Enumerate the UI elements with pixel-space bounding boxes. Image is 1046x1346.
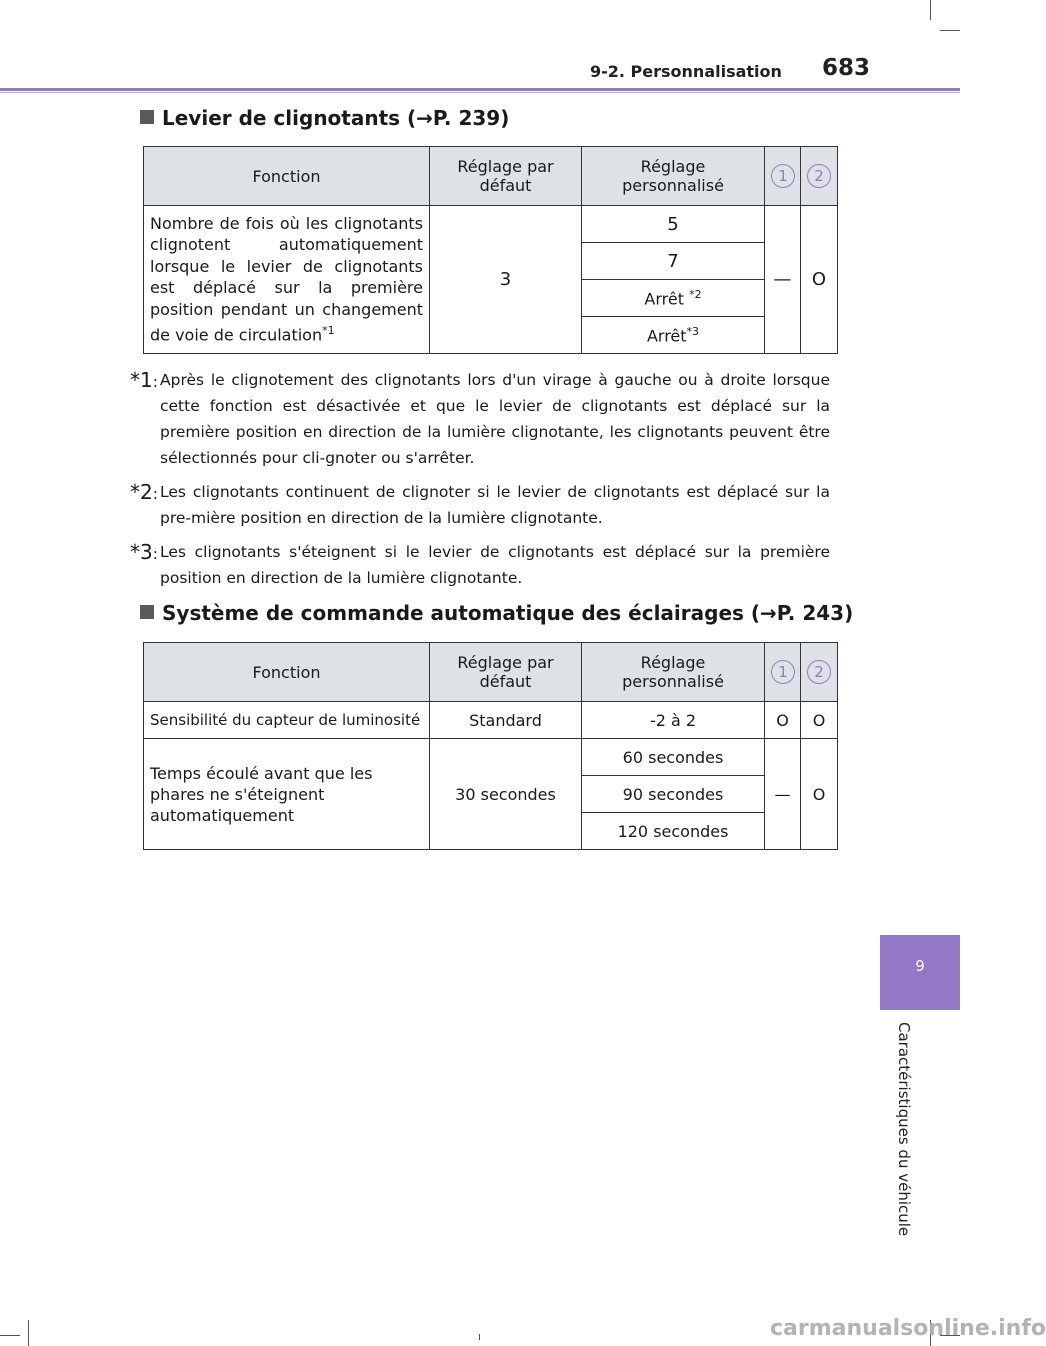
auto-light-table bbox=[143, 642, 838, 850]
section-title-auto-lights bbox=[140, 601, 853, 625]
default-cell: Standard bbox=[430, 702, 582, 739]
option-cell bbox=[582, 317, 765, 354]
section-title-text: Système de commande automatique des éclairages (→P. 243) bbox=[162, 601, 854, 625]
crop-mark bbox=[28, 1320, 29, 1346]
default-cell: 30 secondes bbox=[430, 739, 582, 850]
crop-mark bbox=[930, 0, 931, 20]
header-default: Réglage par défaut bbox=[430, 147, 582, 206]
footnote-2 bbox=[130, 479, 830, 531]
col2-cell: O bbox=[801, 702, 838, 739]
footnote-ref: *3 bbox=[686, 324, 700, 338]
option-label: Arrêt bbox=[644, 289, 684, 309]
table-header-row bbox=[144, 643, 838, 702]
page-number: 683 bbox=[822, 55, 871, 81]
table-row bbox=[144, 702, 838, 739]
header-function: Fonction bbox=[144, 643, 430, 702]
custom-cell: -2 à 2 bbox=[582, 702, 765, 739]
chapter-label: Caractéristiques du véhicule bbox=[895, 1022, 913, 1237]
header-col2 bbox=[801, 643, 838, 702]
header-default: Réglage par défaut bbox=[430, 643, 582, 702]
option-cell: 60 secondes bbox=[582, 739, 765, 776]
header-function: Fonction bbox=[144, 147, 430, 206]
chapter-number: 9 bbox=[915, 957, 925, 975]
section-title-turn-signal bbox=[140, 106, 509, 130]
option-cell: 120 secondes bbox=[582, 813, 765, 850]
table-row bbox=[144, 739, 838, 776]
col1-cell: — bbox=[765, 739, 801, 850]
footnote-mark: *1: bbox=[130, 368, 158, 392]
chapter-tab bbox=[880, 935, 960, 1010]
col2-cell: O bbox=[801, 739, 838, 850]
header-rule bbox=[0, 88, 960, 91]
turn-signal-table bbox=[143, 146, 838, 354]
square-bullet-icon bbox=[140, 605, 154, 619]
option-label: 7 bbox=[667, 250, 679, 272]
header-col1 bbox=[765, 147, 801, 206]
watermark: carmanualsonline.info bbox=[770, 1316, 1046, 1341]
crop-mark bbox=[0, 1335, 20, 1336]
function-cell: Temps écoulé avant que les phares ne s'éteignent automatiquement bbox=[144, 739, 430, 850]
circled-1-icon: 1 bbox=[771, 164, 795, 188]
option-cell: 90 secondes bbox=[582, 776, 765, 813]
function-cell bbox=[144, 206, 430, 354]
col2-cell: O bbox=[801, 206, 838, 354]
footnote-ref: *2 bbox=[689, 287, 702, 301]
option-cell bbox=[582, 206, 765, 243]
option-cell bbox=[582, 243, 765, 280]
header-col2 bbox=[801, 147, 838, 206]
header-rule-thin bbox=[0, 92, 960, 93]
footnote-1 bbox=[130, 367, 830, 471]
col1-cell: O bbox=[765, 702, 801, 739]
function-text: Nombre de fois où les clignotants clignotent automatiquement lorsque le levier de clignotants est déplacé sur la première position pendant un changement de voie de circulation bbox=[150, 213, 423, 345]
square-bullet-icon bbox=[140, 110, 154, 124]
table-header-row bbox=[144, 147, 838, 206]
section-title-text: Levier de clignotants (→P. 239) bbox=[162, 106, 510, 130]
footnote-mark: *3: bbox=[130, 540, 158, 564]
footnote-text: Les clignotants s'éteignent si le levier de clignotants est déplacé sur la première position en direction de la lumière clignotante. bbox=[160, 543, 830, 587]
header-custom: Réglage personnalisé bbox=[582, 643, 765, 702]
option-label: 5 bbox=[667, 213, 679, 235]
footnote-mark: *2: bbox=[130, 480, 158, 504]
option-cell bbox=[582, 280, 765, 317]
header-section-title: 9-2. Personnalisation bbox=[590, 62, 782, 81]
crop-mark bbox=[479, 1334, 480, 1340]
footnote-ref: *1 bbox=[322, 324, 335, 338]
default-cell: 3 bbox=[430, 206, 582, 354]
circled-1-icon: 1 bbox=[771, 660, 795, 684]
col1-cell: — bbox=[765, 206, 801, 354]
crop-mark bbox=[940, 30, 960, 31]
footnote-text: Après le clignotement des clignotants lors d'un virage à gauche ou à droite lorsque cette fonction est désactivée et que le levier de clignotants est déplacé sur la première position en direction de la lumière clignotante, les clignotants peuvent être sélectionnés pour cli-gnoter ou s'arrêter. bbox=[160, 371, 830, 467]
circled-2-icon: 2 bbox=[807, 660, 831, 684]
header-col1 bbox=[765, 643, 801, 702]
table-row bbox=[144, 206, 838, 243]
circled-2-icon: 2 bbox=[807, 164, 831, 188]
function-cell: Sensibilité du capteur de luminosité bbox=[144, 702, 430, 739]
header-custom: Réglage personnalisé bbox=[582, 147, 765, 206]
option-label: Arrêt bbox=[646, 326, 687, 346]
footnote-3 bbox=[130, 539, 830, 591]
footnote-text: Les clignotants continuent de clignoter si le levier de clignotants est déplacé sur la pre-mière position en direction de la lumière clignotante. bbox=[160, 483, 830, 527]
